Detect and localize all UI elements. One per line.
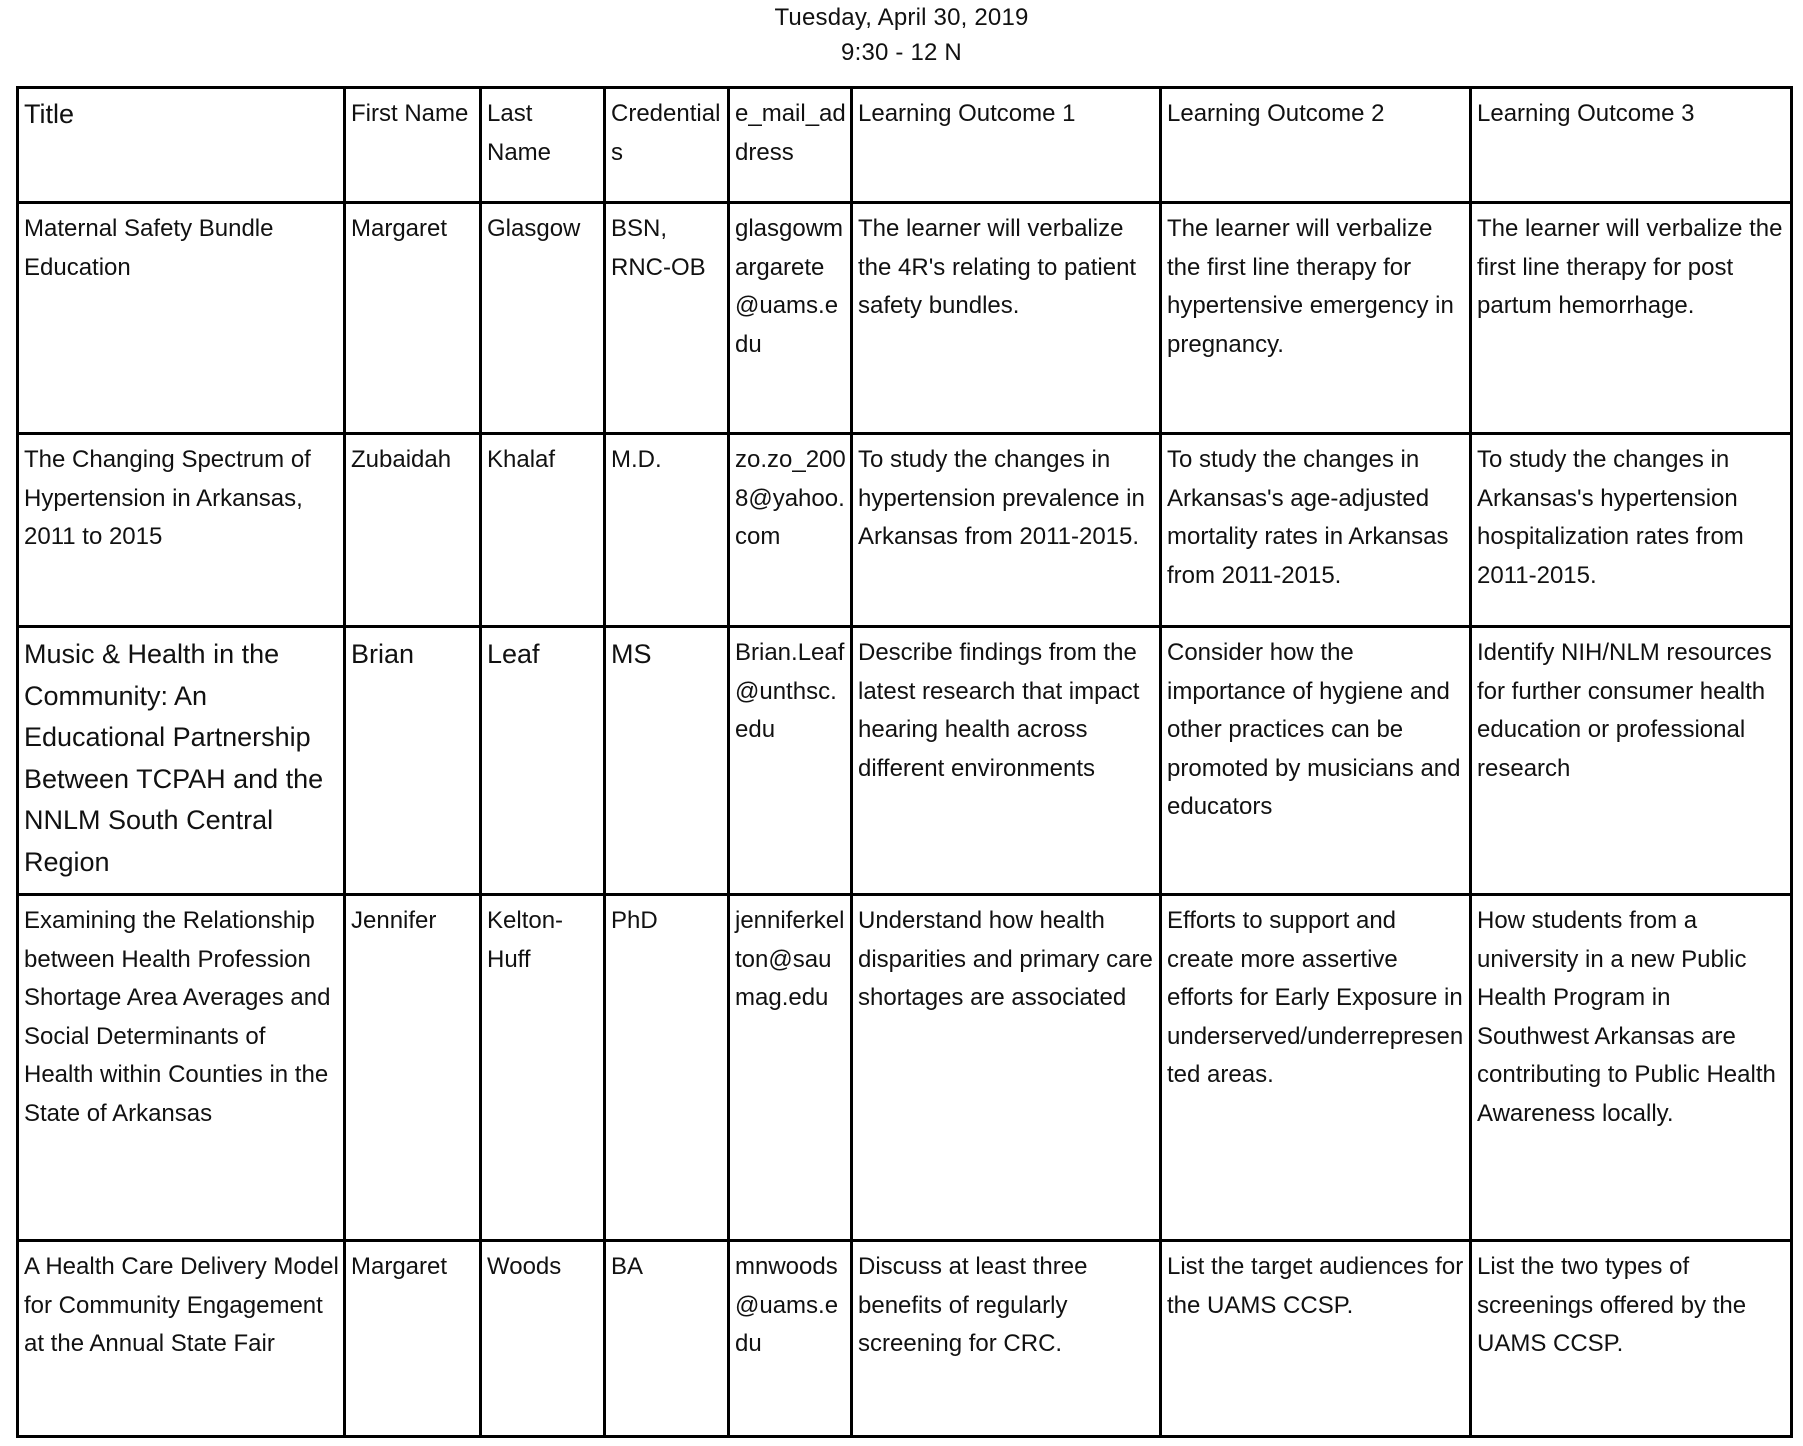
cell-outcome-2: List the target audiences for the UAMS CCSP. bbox=[1161, 1241, 1471, 1437]
session-time: 9:30 - 12 N bbox=[841, 39, 962, 66]
cell-title: Examining the Relationship between Health Profession Shortage Area Averages and Social Determinants of Health within Counties in the State of Arkansas bbox=[18, 895, 345, 1241]
table-header-row bbox=[18, 88, 1792, 203]
cell-last-name: Leaf bbox=[481, 627, 605, 895]
cell-email: glasgowmargarete@uams.edu bbox=[729, 203, 852, 434]
cell-outcome-2: To study the changes in Arkansas's age-adjusted mortality rates in Arkansas from 2011-2015. bbox=[1161, 434, 1471, 627]
table-row bbox=[18, 895, 1792, 1241]
cell-email: zo.zo_2008@yahoo.com bbox=[729, 434, 852, 627]
cell-title: Music & Health in the Community: An Educational Partnership Between TCPAH and the NNLM South Central Region bbox=[18, 627, 345, 895]
cell-outcome-3: To study the changes in Arkansas's hypertension hospitalization rates from 2011-2015. bbox=[1471, 434, 1792, 627]
cell-outcome-2: The learner will verbalize the first line therapy for hypertensive emergency in pregnancy. bbox=[1161, 203, 1471, 434]
cell-outcome-1: To study the changes in hypertension prevalence in Arkansas from 2011-2015. bbox=[852, 434, 1161, 627]
table-row bbox=[18, 1241, 1792, 1437]
cell-email: jenniferkelton@saumag.edu bbox=[729, 895, 852, 1241]
column-header-email: e_mail_address bbox=[729, 88, 852, 203]
cell-last-name: Woods bbox=[481, 1241, 605, 1437]
cell-outcome-2: Consider how the importance of hygiene and other practices can be promoted by musicians and educators bbox=[1161, 627, 1471, 895]
cell-title: The Changing Spectrum of Hypertension in Arkansas, 2011 to 2015 bbox=[18, 434, 345, 627]
cell-first-name: Margaret bbox=[345, 203, 481, 434]
cell-last-name: Glasgow bbox=[481, 203, 605, 434]
cell-outcome-1: The learner will verbalize the 4R's relating to patient safety bundles. bbox=[852, 203, 1161, 434]
cell-credentials: M.D. bbox=[605, 434, 729, 627]
cell-credentials: BA bbox=[605, 1241, 729, 1437]
cell-outcome-3: List the two types of screenings offered by the UAMS CCSP. bbox=[1471, 1241, 1792, 1437]
cell-first-name: Zubaidah bbox=[345, 434, 481, 627]
cell-outcome-3: Identify NIH/NLM resources for further consumer health education or professional research bbox=[1471, 627, 1792, 895]
cell-first-name: Jennifer bbox=[345, 895, 481, 1241]
cell-last-name: Khalaf bbox=[481, 434, 605, 627]
column-header-outcome-1: Learning Outcome 1 bbox=[852, 88, 1161, 203]
cell-outcome-1: Discuss at least three benefits of regularly screening for CRC. bbox=[852, 1241, 1161, 1437]
presentations-table bbox=[16, 86, 1793, 1438]
cell-outcome-1: Understand how health disparities and primary care shortages are associated bbox=[852, 895, 1161, 1241]
column-header-outcome-3: Learning Outcome 3 bbox=[1471, 88, 1792, 203]
cell-title: Maternal Safety Bundle Education bbox=[18, 203, 345, 434]
cell-credentials: BSN, RNC-OB bbox=[605, 203, 729, 434]
cell-first-name: Margaret bbox=[345, 1241, 481, 1437]
cell-email: mnwoods@uams.edu bbox=[729, 1241, 852, 1437]
cell-title: A Health Care Delivery Model for Community Engagement at the Annual State Fair bbox=[18, 1241, 345, 1437]
table-row bbox=[18, 434, 1792, 627]
cell-outcome-2: Efforts to support and create more assertive efforts for Early Exposure in underserved/underrepresented areas. bbox=[1161, 895, 1471, 1241]
table-row bbox=[18, 203, 1792, 434]
column-header-outcome-2: Learning Outcome 2 bbox=[1161, 88, 1471, 203]
cell-credentials: MS bbox=[605, 627, 729, 895]
cell-outcome-1: Describe findings from the latest research that impact hearing health across different environments bbox=[852, 627, 1161, 895]
column-header-title: Title bbox=[18, 88, 345, 203]
cell-outcome-3: The learner will verbalize the first line therapy for post partum hemorrhage. bbox=[1471, 203, 1792, 434]
cell-last-name: Kelton-Huff bbox=[481, 895, 605, 1241]
cell-credentials: PhD bbox=[605, 895, 729, 1241]
column-header-first-name: First Name bbox=[345, 88, 481, 203]
page-header bbox=[0, 0, 1803, 70]
column-header-credentials: Credentials bbox=[605, 88, 729, 203]
session-date: Tuesday, April 30, 2019 bbox=[774, 4, 1029, 31]
cell-first-name: Brian bbox=[345, 627, 481, 895]
table-row bbox=[18, 627, 1792, 895]
cell-outcome-3: How students from a university in a new Public Health Program in Southwest Arkansas are contributing to Public Health Awareness locally. bbox=[1471, 895, 1792, 1241]
cell-email: Brian.Leaf@unthsc.edu bbox=[729, 627, 852, 895]
column-header-last-name: Last Name bbox=[481, 88, 605, 203]
